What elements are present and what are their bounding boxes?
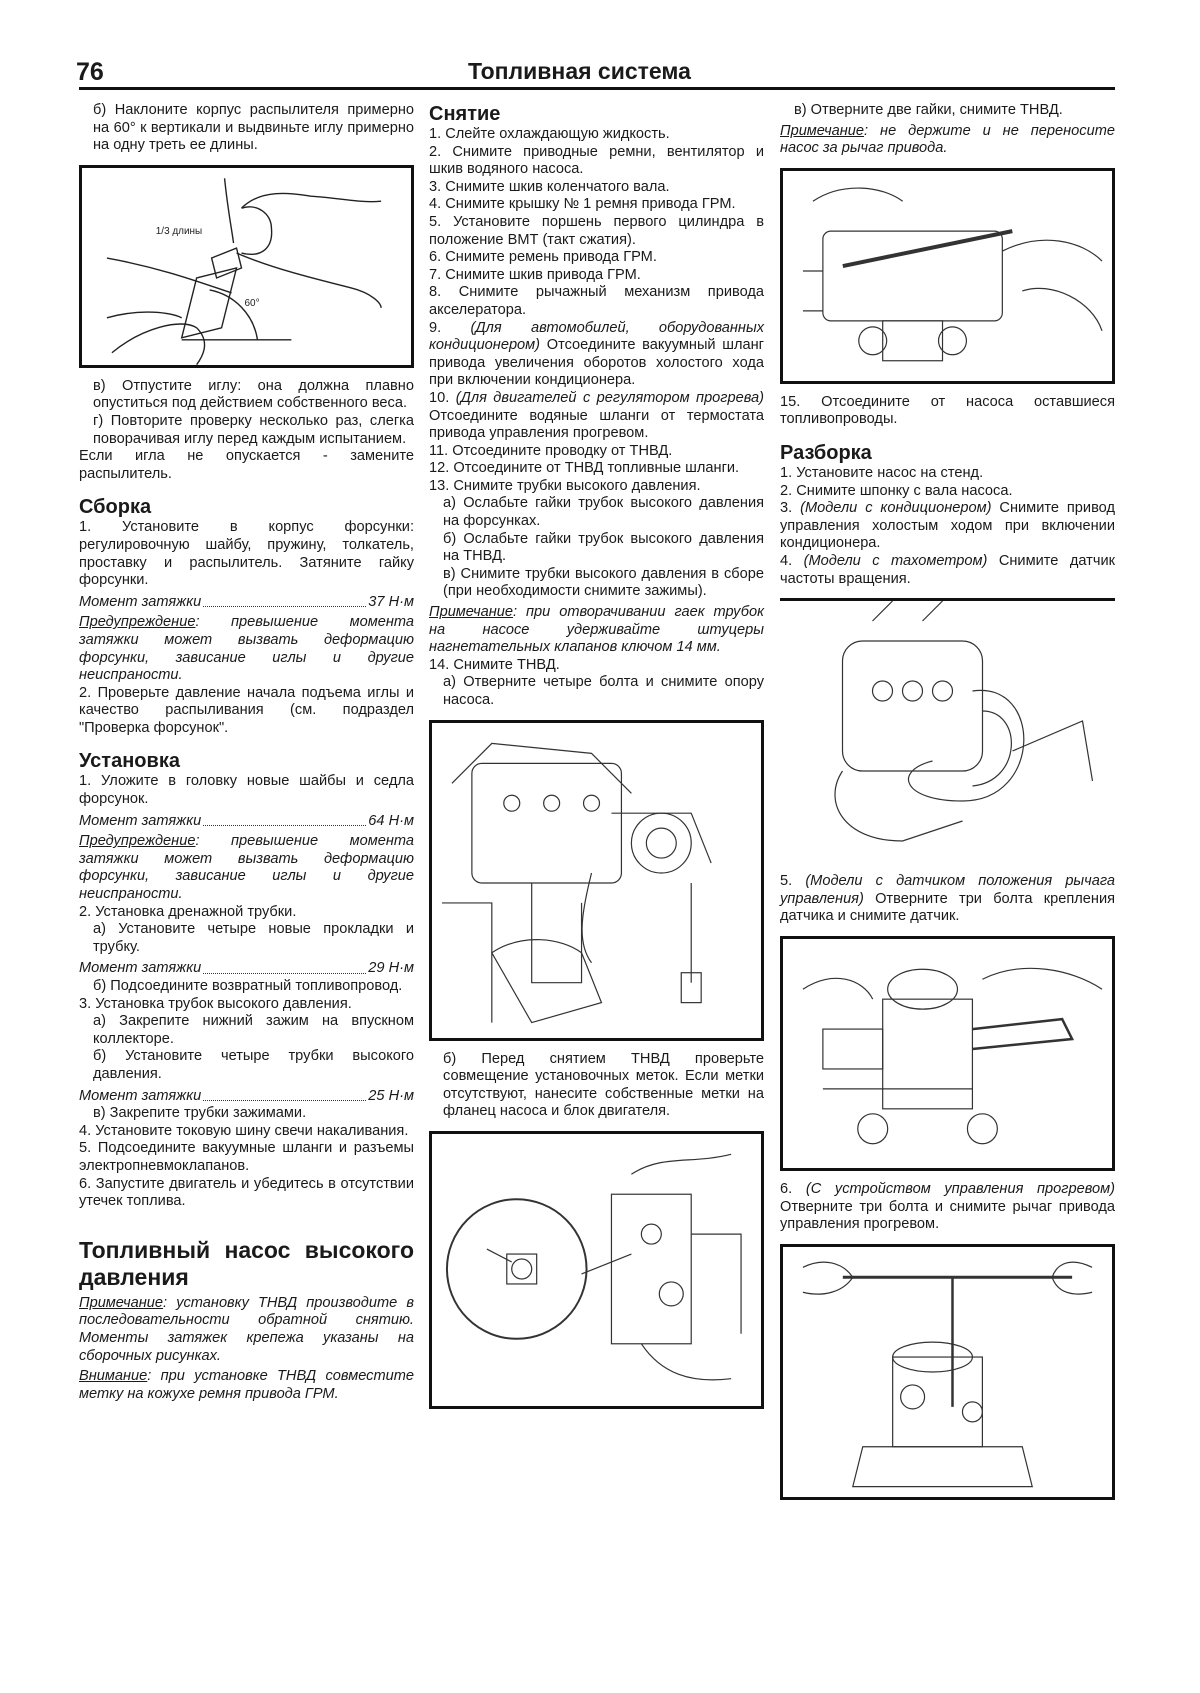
text-segment: : не держите и не переносите насос за рычаг привода. bbox=[780, 122, 1115, 157]
text-segment: 6. bbox=[780, 1180, 806, 1197]
paragraph: 2. Установка дренажной трубки. bbox=[79, 903, 297, 920]
paragraph: 1. Установите в корпус форсунки: регулировочную шайбу, пружину, толкатель, проставку и распылитель. Затяните гайку форсунки. bbox=[79, 519, 414, 589]
torque-spec bbox=[79, 594, 414, 612]
paragraph: 1. Уложите в головку новые шайбы и седла форсунок. bbox=[79, 773, 414, 808]
paragraph: 4. Снимите крышку № 1 ремня привода ГРМ. bbox=[429, 196, 736, 213]
text-segment: 4. bbox=[780, 552, 804, 569]
paragraph: 3. Снимите шкив коленчатого вала. bbox=[429, 178, 670, 195]
condition-text: (Модели с датчиком положения рычага управления) bbox=[780, 873, 1115, 907]
illustration-sensor bbox=[780, 936, 1115, 1171]
paragraph: 1. Установите насос на стенд. bbox=[780, 464, 984, 481]
sub-step: б) Ослабьте гайки трубок высокого давления на ТНВД. bbox=[443, 530, 764, 565]
paragraph: 2. Снимите приводные ремни, вентилятор и шкив водяного насоса. bbox=[429, 143, 764, 178]
sub-step: а) Отверните четыре болта и снимите опору насоса. bbox=[443, 674, 764, 708]
paragraph: 7. Снимите шкив привода ГРМ. bbox=[429, 266, 641, 283]
text-segment: Снимите привод управления холостым ходом при включении кондиционера. bbox=[780, 500, 1115, 552]
figure-label: 1/3 длины bbox=[155, 225, 203, 237]
text-segment: Снимите датчик частоты вращения. bbox=[780, 552, 1115, 587]
text-segment: Отсоедините вакуумный шланг привода увеличения оборотов холостого хода при включении кондиционера. bbox=[429, 337, 764, 389]
text-segment: 10. bbox=[429, 389, 456, 406]
paragraph: 4. Установите токовую шину свечи накаливания. bbox=[79, 1122, 409, 1139]
note-label: Примечание bbox=[429, 604, 514, 621]
paragraph: 2. Снимите шпонку с вала насоса. bbox=[780, 482, 1013, 499]
illustration-pump-bracket bbox=[429, 720, 764, 1041]
sub-step: б) Подсоедините возвратный топливопровод. bbox=[93, 978, 403, 994]
paragraph bbox=[780, 1181, 1115, 1234]
figure-label: 60° bbox=[244, 297, 260, 309]
torque-value: 29 Н·м bbox=[368, 960, 414, 977]
sub-step: в) Отпустите иглу: она должна плавно опуститься под действием собственного веса. bbox=[93, 377, 414, 412]
note bbox=[79, 1368, 414, 1403]
illustration-lever-tool bbox=[780, 1244, 1115, 1500]
note-label: Примечание bbox=[780, 122, 865, 139]
note bbox=[429, 604, 764, 657]
torque-value: 37 Н·м bbox=[368, 593, 414, 610]
paragraph: 12. Отсоедините от ТНВД топливные шланги. bbox=[429, 460, 740, 477]
dot-leader bbox=[203, 1088, 366, 1102]
paragraph: 2. Проверьте давление начала подъема иглы и качество распыливания (см. подраздел "Проверка форсунок". bbox=[79, 684, 414, 736]
text-segment: : превышение момента затяжки может вызвать деформацию форсунки, зависание иглы и другие неиспраности. bbox=[79, 833, 414, 903]
torque-spec bbox=[79, 1088, 414, 1106]
sub-step: в) Закрепите трубки зажимами. bbox=[93, 1105, 307, 1122]
paragraph: 13. Снимите трубки высокого давления. bbox=[429, 477, 701, 494]
sub-step: б) Перед снятием ТНВД проверьте совмещение установочных меток. Если метки отсутствуют, нанесите собственные метки на фланец насоса и блок двигателя. bbox=[443, 1050, 764, 1120]
paragraph: Если игла не опускается - замените распылитель. bbox=[79, 448, 414, 482]
page-title: Топливная система bbox=[468, 58, 691, 84]
condition-text: (Модели с кондиционером) bbox=[800, 500, 992, 517]
chapter-heading: Топливный насос высокого давления bbox=[79, 1236, 414, 1290]
text-segment: 9. bbox=[429, 319, 471, 336]
text-segment: : при установке ТНВД совместите метку на кожухе ремня привода ГРМ. bbox=[79, 1368, 414, 1402]
condition-text: (С устройством управления прогревом) bbox=[805, 1180, 1115, 1197]
torque-value: 64 Н·м bbox=[368, 812, 414, 829]
illustration-pump-lines bbox=[780, 598, 1115, 863]
paragraph bbox=[429, 390, 764, 443]
header-rule bbox=[79, 87, 1115, 90]
note-label: Предупреждение bbox=[79, 833, 196, 850]
torque-label: Момент затяжки bbox=[79, 1087, 202, 1104]
dot-leader bbox=[203, 960, 366, 974]
text-segment: : установку ТНВД производите в последовательности обратной снятию. Моменты затяжек крепежа указаны на сборочных рисунках. bbox=[79, 1294, 414, 1364]
torque-label: Момент затяжки bbox=[79, 960, 202, 977]
torque-label: Момент затяжки bbox=[79, 593, 202, 610]
page-number: 76 bbox=[76, 58, 104, 86]
section-heading: Установка bbox=[79, 750, 180, 773]
text-segment: Отверните три болта крепления датчика и снимите датчик. bbox=[780, 890, 1115, 925]
paragraph bbox=[780, 873, 1115, 926]
paragraph: 14. Снимите ТНВД. bbox=[429, 656, 560, 673]
paragraph: 3. Установка трубок высокого давления. bbox=[79, 995, 352, 1012]
paragraph: 5. Установите поршень первого цилиндра в положение ВМТ (такт сжатия). bbox=[429, 213, 764, 248]
torque-spec bbox=[79, 960, 414, 978]
paragraph: 6. Снимите ремень привода ГРМ. bbox=[429, 249, 657, 266]
section-heading: Снятие bbox=[429, 103, 501, 125]
sub-step: б) Установите четыре трубки высокого давления. bbox=[93, 1048, 414, 1082]
text-segment: : превышение момента затяжки может вызвать деформацию форсунки, зависание иглы и другие неиспраности. bbox=[79, 614, 414, 684]
paragraph: 6. Запустите двигатель и убедитесь в отсутствии утечек топлива. bbox=[79, 1175, 414, 1210]
sub-step: в) Отверните две гайки, снимите ТНВД. bbox=[794, 102, 1063, 118]
torque-spec bbox=[79, 813, 414, 831]
column-right bbox=[780, 102, 1115, 1510]
text-segment: 5. bbox=[780, 873, 806, 890]
note bbox=[79, 1295, 414, 1365]
column-middle bbox=[429, 102, 764, 1419]
section-heading: Разборка bbox=[780, 441, 872, 464]
text-segment: Отверните три болта и снимите рычаг привода управления прогревом. bbox=[780, 1198, 1115, 1233]
paragraph: 5. Подсоедините вакуумные шланги и разъемы электропневмоклапанов. bbox=[79, 1140, 414, 1174]
condition-text: (Для двигателей с регулятором прогрева) bbox=[455, 389, 764, 406]
paragraph bbox=[780, 500, 1115, 553]
paragraph bbox=[429, 320, 764, 390]
paragraph: 15. Отсоедините от насоса оставшиеся топливопроводы. bbox=[780, 393, 1115, 428]
sub-step: а) Ослабьте гайки трубок высокого давления на форсунках. bbox=[443, 495, 764, 530]
paragraph: 8. Снимите рычажный механизм привода акселератора. bbox=[429, 284, 764, 318]
note bbox=[79, 614, 414, 684]
illustration-pump-marks bbox=[429, 1131, 764, 1409]
sub-step: в) Снимите трубки высокого давления в сборе (при необходимости снимите зажимы). bbox=[443, 565, 764, 600]
torque-label: Момент затяжки bbox=[79, 812, 202, 829]
dot-leader bbox=[203, 594, 366, 608]
section-heading: Сборка bbox=[79, 496, 152, 519]
note-label: Внимание bbox=[79, 1368, 148, 1385]
sub-step: а) Установите четыре новые прокладки и трубку. bbox=[93, 921, 414, 955]
illustration-needle bbox=[79, 165, 414, 368]
note-label: Предупреждение bbox=[79, 614, 196, 631]
dot-leader bbox=[203, 813, 366, 827]
illustration-pump-top bbox=[780, 168, 1115, 384]
note-label: Примечание bbox=[79, 1294, 164, 1311]
note bbox=[780, 123, 1115, 158]
torque-value: 25 Н·м bbox=[368, 1087, 414, 1104]
text-segment: : при отворачивании гаек трубок на насосе удерживайте штуцеры нагнетательных клапанов ключом 14 мм. bbox=[429, 604, 764, 656]
sub-step: б) Наклоните корпус распылителя примерно на 60° к вертикали и выдвиньте иглу примерно на одну треть ее длины. bbox=[93, 102, 414, 154]
paragraph bbox=[780, 553, 1115, 588]
text-segment: 3. bbox=[780, 500, 801, 517]
sub-step: а) Закрепите нижний зажим на впускном коллекторе. bbox=[93, 1013, 414, 1047]
paragraph: 11. Отсоедините проводку от ТНВД. bbox=[429, 442, 673, 459]
condition-text: (Для автомобилей, оборудованных кондиционером) bbox=[429, 319, 764, 354]
paragraph: 1. Слейте охлаждающую жидкость. bbox=[429, 126, 670, 142]
note bbox=[79, 833, 414, 903]
condition-text: (Модели с тахометром) bbox=[803, 552, 988, 569]
text-segment: Отсоедините водяные шланги от термостата привода управления прогревом. bbox=[429, 407, 764, 442]
sub-step: г) Повторите проверку несколько раз, слегка поворачивая иглу перед каждым испытанием. bbox=[93, 412, 414, 447]
column-left bbox=[79, 102, 414, 1403]
